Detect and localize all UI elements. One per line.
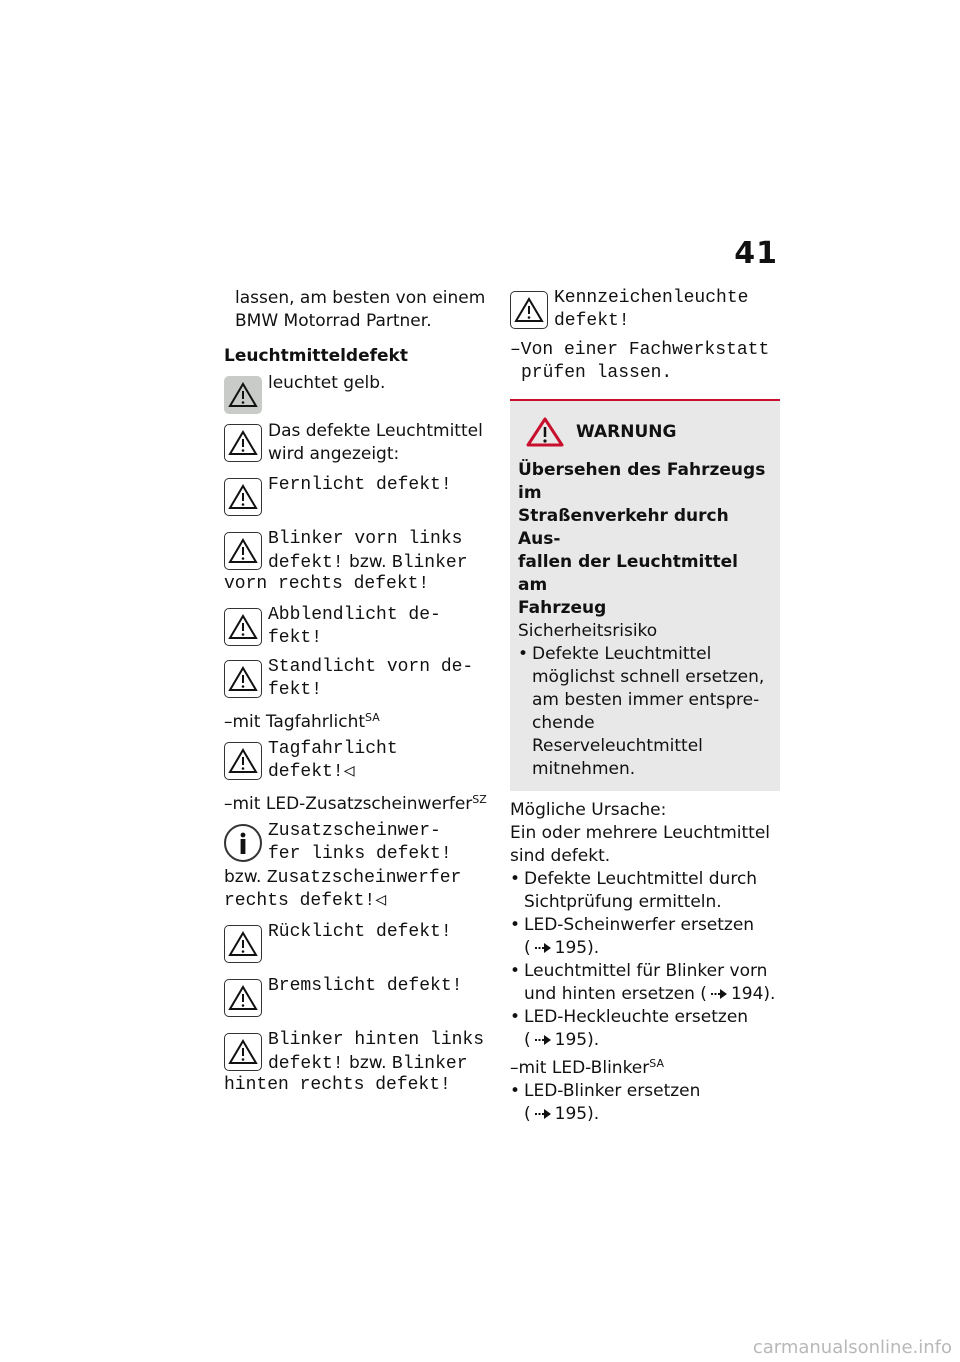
msg-blinker-hinten: Blinker hinten links defekt! bzw. Blinker (224, 1029, 492, 1076)
display-info-row: Das defekte Leuchtmittel wird angezeigt: (224, 420, 492, 466)
msg-kennzeichenleuchte: Kennzeichenleuchte defekt! (510, 287, 780, 333)
footer-watermark: carmanualsonline.info (752, 1337, 952, 1358)
warning-triangle-icon (224, 1033, 262, 1071)
msg-abblendlicht: Abblendlicht de- fekt! (224, 604, 492, 650)
warning-header (518, 417, 770, 447)
warning-triangle-icon (224, 925, 262, 963)
warning-triangle-icon (224, 532, 262, 570)
msg-zusatzscheinwerfer: Zusatzscheinwer- fer links defekt! (224, 820, 492, 866)
warning-triangle-icon (224, 660, 262, 698)
list-item: • LED-Heckleuchte ersetzen ( 195). (510, 1007, 749, 1050)
action-fachwerkstatt: –Von einer Fachwerkstatt prüfen lassen. (510, 340, 770, 383)
msg-blinker-hinten-cont: hinten rechts defekt! (224, 1075, 451, 1095)
msg-bremslicht: Bremslicht defekt! (224, 975, 492, 1017)
option-tagfahrlicht: –mit Tagfahrlicht$^{SA}$ (224, 711, 380, 732)
warning-heading: Übersehen des Fahrzeugs im Straßenverkehr durch Aus- fallen der Leuchtmittel am Fahrzeug (518, 460, 766, 618)
page-reference[interactable]: 194). (730, 984, 776, 1004)
info-icon (224, 824, 262, 862)
right-column (510, 287, 780, 1126)
warning-triangle-icon (224, 608, 262, 646)
msg-fernlicht: Fernlicht defekt! (224, 474, 492, 516)
warning-bullet: • Defekte Leuchtmittel möglichst schnell ersetzen, am besten immer entspre- chende Reserveleuchtmittel mitnehmen. (518, 644, 765, 779)
page-reference-arrow-icon (710, 988, 728, 1000)
option-led-zusatzscheinwerfer: –mit LED-Zusatzscheinwerfer$^{SZ}$ (224, 793, 487, 814)
msg-blinker-vorn: Blinker vorn links defekt! bzw. Blinker (224, 528, 492, 575)
cause-section: Mögliche Ursache: Ein oder mehrere Leuchtmittel sind defekt. (510, 800, 771, 866)
page-number: 41 (734, 236, 778, 271)
page-reference-arrow-icon (534, 1034, 552, 1046)
warning-triangle-icon (224, 742, 262, 780)
page-reference-arrow-icon (534, 1108, 552, 1120)
warning-box (510, 399, 780, 791)
list-item: • LED-Scheinwerfer ersetzen ( 195). (510, 915, 755, 958)
page-reference[interactable]: 195). (554, 1030, 600, 1050)
msg-standlicht: Standlicht vorn de- fekt! (224, 656, 492, 702)
list-item: • Leuchtmittel für Blinker vorn und hinten ersetzen ( 194). (510, 961, 776, 1004)
warning-triangle-icon (224, 478, 262, 516)
page-reference-arrow-icon (534, 942, 552, 954)
general-warning-row: leuchtet gelb. (224, 372, 492, 414)
warning-risk: Sicherheitsrisiko (518, 621, 658, 641)
warning-triangle-icon (224, 979, 262, 1017)
left-column: lassen, am besten von einem BMW Motorrad Partner. Leuchtmitteldefekt leuchtet gelb. Das defekte Leuchtmittel wird angezeigt: Fernlicht defekt! Blinker vorn links defekt! bzw. Blinker vorn rechts defekt! Abblendlicht de- fekt! Standlicht vorn de- fekt! –mit Tagfahrlicht$^{SA}$ Tagfahrlicht defekt!◁ –mit LED-Zusatzscheinwerfer$^{SZ}$ Zusatzscheinwer- fer links defekt! bzw. Zusatzscheinwerfer rechts defekt!◁ Rücklicht defekt! Bremslicht defekt! Blinker hinten links defekt! bzw. Blinker hinten rechts defekt! (224, 287, 492, 1097)
msg-tagfahrlicht: Tagfahrlicht defekt!◁ (224, 738, 492, 784)
option-led-blinker: –mit LED-Blinker$^{SA}$ (510, 1057, 664, 1078)
list-item: • Defekte Leuchtmittel durch Sichtprüfung ermitteln. (510, 869, 758, 912)
list-item: • LED-Blinker ersetzen ( 195). (510, 1081, 701, 1124)
page-reference[interactable]: 195). (554, 1104, 600, 1124)
msg-zusatzscheinwerfer-cont: bzw. Zusatzscheinwerfer (224, 867, 462, 888)
warning-triangle-icon (224, 424, 262, 462)
warning-triangle-red-icon (526, 417, 564, 447)
warning-title: WARNUNG (576, 421, 677, 442)
page-reference[interactable]: 195). (554, 938, 600, 958)
general-warning-icon (224, 376, 262, 414)
warning-triangle-icon (510, 291, 548, 329)
section-heading: Leuchtmitteldefekt (224, 346, 408, 366)
intro-paragraph: lassen, am besten von einem BMW Motorrad Partner. (235, 288, 486, 331)
msg-ruecklicht: Rücklicht defekt! (224, 921, 492, 963)
msg-blinker-vorn-cont: vorn rechts defekt! (224, 574, 430, 594)
